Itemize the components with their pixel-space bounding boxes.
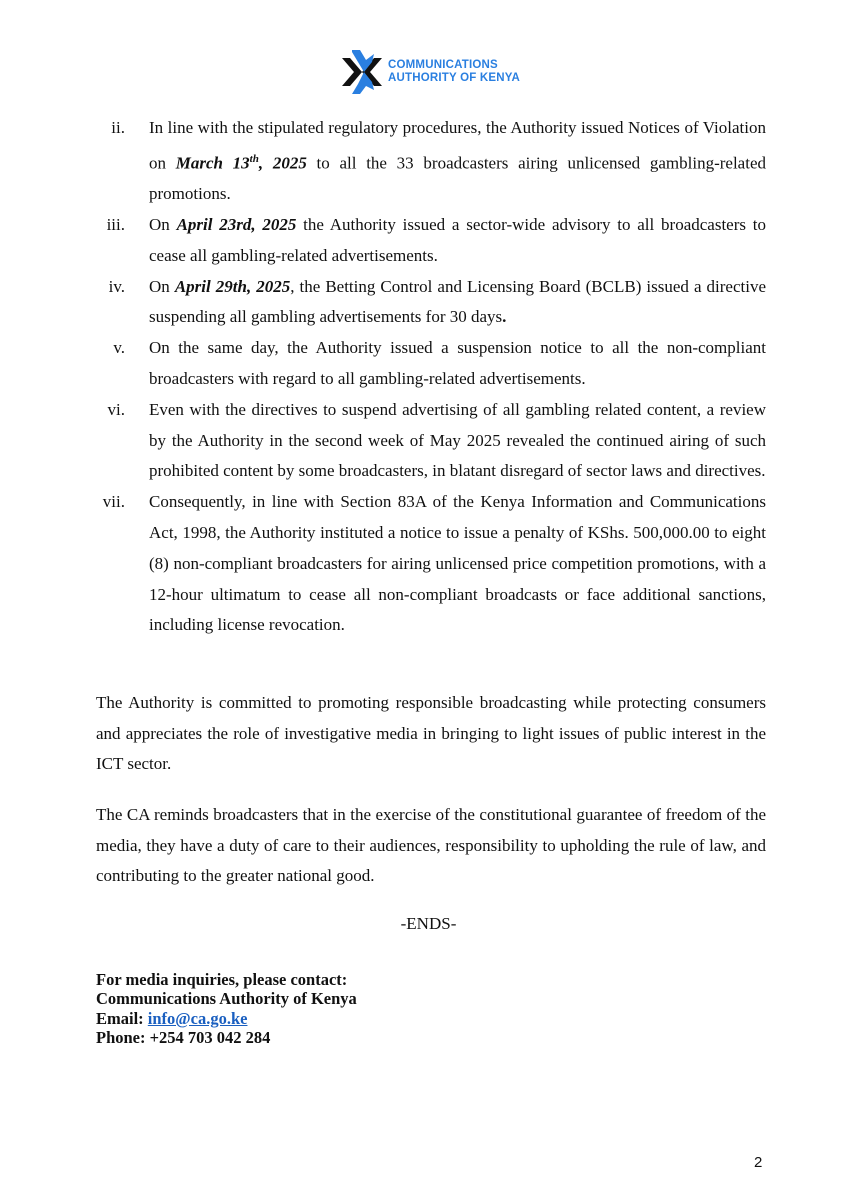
contact-block (96, 970, 357, 1047)
list-number: vii. (102, 492, 125, 512)
numbered-list (96, 113, 766, 641)
list-number: iv. (108, 276, 125, 296)
logo-line-2: AUTHORITY OF KENYA (388, 72, 521, 84)
phone-number: +254 703 042 284 (149, 1027, 271, 1047)
list-number: v. (113, 338, 125, 358)
ca-logo-mark-icon (342, 50, 382, 94)
logo (342, 50, 520, 94)
text: In line with the stipulated regulatory procedures, the Authority issued Notices of Violation on (149, 118, 766, 173)
text: Even with the directives to suspend advertising of all gambling related content, a review by the Authority in the second week of May 2025 revealed the continued airing of such prohibited content by some broadcasters, in blatant disregard of sector laws and directives. (149, 399, 766, 481)
date: April 29th, 2025 (174, 276, 291, 296)
text: the Authority issued a sector-wide advisory to all broadcasters to cease all gambling-related advertisements. (149, 215, 766, 265)
list-number: ii. (111, 118, 125, 137)
text: , the Betting Control and Licensing Board (BCLB) issued a directive suspending all gambling advertisements for 30 days (149, 276, 766, 327)
period: . (502, 307, 507, 327)
email-label: Email: (96, 1008, 148, 1028)
phone-label: Phone: (96, 1027, 150, 1047)
date: April 23rd, 2025 (176, 215, 297, 235)
logo-line-1: COMMUNICATIONS (388, 59, 498, 71)
text: On (149, 276, 175, 296)
list-number: iii. (106, 215, 125, 235)
contact-heading: For media inquiries, please contact: (96, 970, 348, 989)
text: On (149, 215, 177, 235)
list-item (96, 395, 766, 487)
date-year: , 2025 (258, 153, 307, 173)
text: to all the 33 broadcasters airing unlicensed gambling-related promotions. (149, 153, 766, 204)
list-item (96, 113, 766, 210)
list-item (96, 272, 766, 334)
ends-marker: -ENDS- (400, 914, 457, 933)
list-item (96, 487, 766, 641)
list-item (96, 333, 766, 395)
date: March 13 (175, 153, 250, 173)
list-item (96, 210, 766, 272)
email-link[interactable]: info@ca.go.ke (147, 1008, 248, 1028)
list-number: vi. (107, 399, 125, 419)
text: Consequently, in line with Section 83A of the Kenya Information and Communications Act, 1998, the Authority instituted a notice to issue a penalty of KShs. 500,000.00 to eight (8) non-compliant broadcasters for airing unlicensed price competition promotions, with a 12-hour ultimatum to cease all non-compliant broadcasts or face additional sanctions, including license revocation. (149, 492, 766, 635)
text: On the same day, the Authority issued a suspension notice to all the non-compliant broadcasters with regard to all gambling-related advertisements. (149, 338, 766, 389)
date-suffix: th (249, 152, 259, 165)
page-number: 2 (754, 1154, 763, 1171)
paragraph-commitment: The Authority is committed to promoting responsible broadcasting while protecting consumers and appreciates the role of investigative media in bringing to light issues of public interest in the ICT sector. (96, 693, 766, 773)
contact-org: Communications Authority of Kenya (96, 989, 357, 1009)
paragraph-reminder: The CA reminds broadcasters that in the exercise of the constitutional guarantee of freedom of the media, they have a duty of care to their audiences, responsibility to upholding the rule of law, and contributing to the greater national good. (96, 805, 766, 885)
